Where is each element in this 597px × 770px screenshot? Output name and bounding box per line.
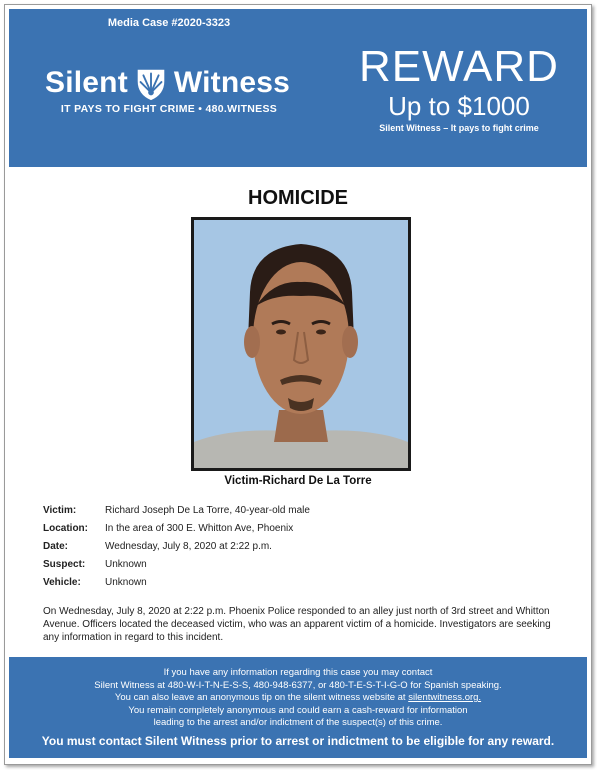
- detail-label: Vehicle:: [43, 577, 81, 588]
- website-link[interactable]: silentwitness.org.: [408, 692, 482, 703]
- detail-value: In the area of 300 E. Whitton Ave, Phoenix: [105, 523, 294, 534]
- case-details: [43, 505, 310, 595]
- reward-amount: Up to $1000: [388, 91, 530, 121]
- detail-value: Unknown: [105, 559, 147, 570]
- logo-word-silent: Silent: [45, 66, 128, 99]
- detail-row-date: [43, 541, 310, 559]
- case-summary: On Wednesday, July 8, 2020 at 2:22 p.m. Phoenix Police responded to an alley just north of 3rd street and Whitton Avenue. Officers located the deceased victim, who was an apparent victim of a homicide. Investigators are seeking any information in regard to this incident.: [43, 606, 551, 643]
- footer-line: leading to the arrest and/or indictment of the suspect(s) of this crime.: [153, 717, 443, 728]
- footer-line: Silent Witness at 480-W-I-T-N-E-S-S, 480-948-6377, or 480-T-E-S-T-I-G-O for Spanish speaking.: [94, 679, 502, 691]
- footer-line-text: You can also leave an anonymous tip on the silent witness website at: [114, 692, 409, 703]
- footer-line: [9, 692, 587, 705]
- logo-word-witness: Witness: [173, 66, 291, 99]
- detail-value: Wednesday, July 8, 2020 at 2:22 p.m.: [105, 541, 272, 552]
- detail-label: Suspect:: [43, 559, 86, 570]
- footer-line: If you have any information regarding this case you may contact: [163, 667, 433, 678]
- detail-value: Unknown: [105, 577, 147, 588]
- footer-line: You remain completely anonymous and could earn a cash-reward for information: [128, 704, 468, 716]
- footer-banner: [9, 657, 587, 758]
- tagline: IT PAYS TO FIGHT CRIME • 480.WITNESS: [60, 103, 278, 115]
- case-number: Media Case #2020-3323: [107, 17, 231, 29]
- detail-label: Date:: [43, 541, 69, 552]
- flyer-page: [4, 4, 592, 765]
- detail-row-suspect: [43, 559, 310, 577]
- header-banner: [9, 9, 587, 167]
- detail-row-location: [43, 523, 310, 541]
- reward-title: REWARD: [359, 42, 559, 91]
- detail-label: Victim:: [43, 505, 77, 516]
- victim-photo: [191, 217, 411, 471]
- eligibility-notice: You must contact Silent Witness prior to arrest or indictment to be eligible for any reward.: [41, 733, 555, 748]
- photo-caption: Victim-Richard De La Torre: [224, 475, 372, 487]
- detail-value: Richard Joseph De La Torre, 40-year-old male: [105, 505, 310, 516]
- detail-label: Location:: [43, 523, 88, 534]
- detail-row-victim: [43, 505, 310, 523]
- shield-eye-icon: [132, 64, 170, 102]
- silent-witness-logo: [45, 63, 290, 103]
- reward-subtitle: Silent Witness – It pays to fight crime: [379, 123, 539, 133]
- detail-row-vehicle: [43, 577, 310, 595]
- crime-type-title: HOMICIDE: [248, 187, 348, 209]
